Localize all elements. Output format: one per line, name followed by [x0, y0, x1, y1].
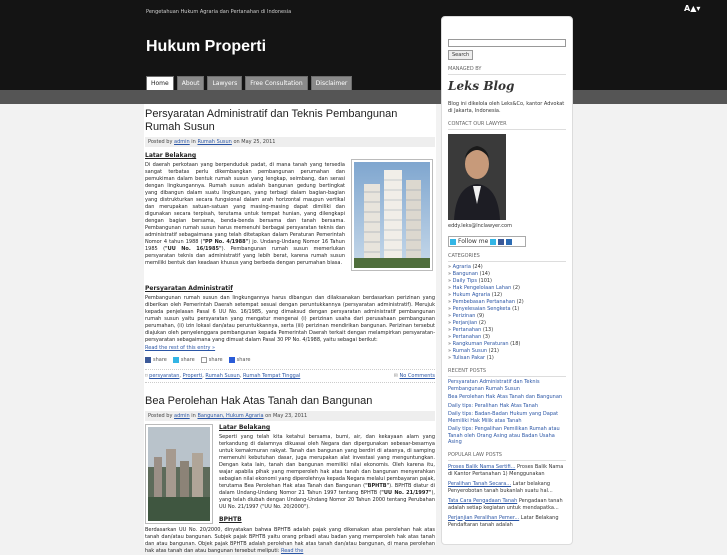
category-item[interactable]	[448, 285, 566, 292]
category-count: (13)	[482, 327, 494, 333]
meta-posted-label: Posted by	[148, 139, 173, 145]
category-link[interactable]: Hak Pengelolaan Lahan	[452, 285, 512, 291]
categories-heading: CATEGORIES	[448, 251, 566, 262]
popular-post-excerpt: Latar belakang Penyerobotan tanah bukanlah suatu hal...	[448, 480, 553, 494]
post-title[interactable]: Bea Perolehan Hak Atas Tanah dan Bangunan	[145, 395, 373, 407]
post-paragraph	[145, 162, 345, 267]
popular-posts-list	[442, 464, 572, 529]
twitter-icon	[173, 357, 179, 363]
building-image	[351, 159, 433, 271]
nav-bar-strip	[0, 90, 727, 104]
category-count: (21)	[488, 348, 499, 354]
category-item[interactable]	[448, 299, 566, 306]
category-count: (12)	[491, 292, 503, 298]
popular-post-link[interactable]: Peralihan Tanah Secara...	[448, 480, 512, 487]
brand-name: Leks Blog	[448, 79, 515, 93]
tag-list: ⌑ persyaratan, Properti, Rumah Susun, Rumah Tempat Tinggal	[145, 373, 301, 379]
read-more-link[interactable]: Read the	[280, 548, 304, 554]
popular-post-excerpt: Latar Belakang Pendaftaran tanah adalah	[448, 514, 559, 528]
para-text: Di daerah perkotaan yang berpenduduk padat, di mana tanah yang tersedia sangat terbatas perlu dikembangkan pembangunan perumahan dan pemukiman dalam bentuk rumah susun yang lengkap, seimbang, dan serasi dengan lingkungannya. Rumah susun adalah bangunan gedung bertingkat yang dibangun dalam suatu lingkungan, yang terbagi dalam bagian-bagian yang distrukturkan secara fungsional dalam arah horizontal maupun vertikal dan merupakan satuan-satuan yang masing-masing dapat dimiliki dan digunakan secara terpisah, terutama untuk tempat hunian, yang dilengkapi dengan bagian bersama, benda-benda bersama dan tanah bersama. Pembangunan rumah susun harus memenuhi berbagai persyaratan teknis dan administratif sebagaimana yang telah ditetapkan dalam Peraturan Pemerintah Nomor 4 tahun 1988 (	[145, 162, 345, 245]
twitter-share[interactable]	[173, 357, 195, 363]
search-form	[448, 39, 566, 47]
popular-post-excerpt: Proses Balik Nama di Kantor Pertanahan 1) Menggunakan	[448, 463, 564, 477]
nav-lawyers[interactable]: Lawyers	[207, 76, 242, 90]
apartment-tower-photo	[354, 162, 430, 268]
post-meta	[145, 137, 435, 147]
linkedin-icon[interactable]	[506, 239, 512, 245]
category-item[interactable]	[448, 334, 566, 341]
twitter-icon[interactable]	[490, 239, 496, 245]
facebook-share[interactable]	[145, 357, 167, 363]
comment-icon: ✉	[393, 373, 400, 379]
search-button[interactable]: Search	[448, 50, 473, 60]
managed-text: Blog ini dikelola oleh Leks&Co, kantor Advokat di Jakarta, Indonesia.	[448, 101, 565, 114]
category-link[interactable]: Rangkuman Peraturan	[452, 341, 509, 347]
category-item[interactable]	[448, 313, 566, 320]
share-label: share	[236, 357, 251, 363]
category-item[interactable]	[448, 327, 566, 334]
share-label: share	[153, 357, 167, 363]
follow-label: Follow me	[458, 238, 489, 245]
post-tags	[145, 369, 435, 383]
category-count: (101)	[478, 278, 493, 284]
category-count: (2)	[512, 285, 520, 291]
main-nav	[146, 76, 352, 90]
popular-post-link[interactable]: Tata Cara Pengadaan Tanah	[448, 497, 518, 504]
category-item[interactable]	[448, 320, 566, 327]
category-link[interactable]: Pertanahan	[452, 327, 482, 333]
para-bold: "PP No. 4/1988"	[202, 239, 249, 245]
tag-link[interactable]: Rumah Tempat Tinggal	[242, 373, 301, 379]
delicious-share[interactable]	[229, 357, 251, 363]
search-button-wrap	[448, 50, 566, 60]
category-item[interactable]	[448, 348, 566, 355]
category-link[interactable]: Pembebasan Pertanahan	[452, 299, 515, 305]
lawyer-photo[interactable]	[448, 134, 506, 220]
category-link[interactable]: Pertanahan	[452, 334, 482, 340]
post-2	[144, 391, 436, 555]
category-count: (2)	[516, 299, 524, 305]
site-title[interactable]: Hukum Properti	[146, 38, 267, 55]
para-text: ) jo. Undang-Undang Nomor 16 Tahun 1985 (	[145, 239, 346, 252]
category-link[interactable]: Agraria	[452, 264, 471, 270]
post-subheading: Latar Belakang	[219, 424, 271, 431]
category-item[interactable]	[448, 292, 566, 299]
category-link[interactable]: Bangunan	[452, 271, 479, 277]
site-header	[0, 0, 727, 90]
popular-post-excerpt: Pengadaan tanah adalah setiap kegiatan untuk mendapatka...	[448, 497, 563, 511]
post-paragraph	[219, 434, 435, 511]
meta-in-label: in	[191, 139, 196, 145]
share-label: share	[208, 357, 223, 363]
facebook-icon	[145, 357, 151, 363]
category-item[interactable]	[448, 264, 566, 271]
category-link[interactable]: Hukum Agraria	[452, 292, 491, 298]
post-body	[219, 424, 435, 523]
popular-post-link[interactable]: Proses Balik Nama Sertifi...	[448, 463, 516, 470]
category-link[interactable]: Daily Tips	[452, 278, 477, 284]
para-bold: "BPHTB"	[365, 483, 390, 489]
text-size-icon[interactable]: A▲▾	[684, 4, 701, 13]
popular-posts-heading: POPULAR LAW POSTS	[448, 450, 566, 461]
recent-posts-list	[442, 379, 572, 446]
post-meta	[145, 411, 435, 421]
share-row	[145, 357, 435, 363]
nav-disclaimer[interactable]: Disclaimer	[311, 76, 353, 90]
email-icon	[201, 357, 207, 363]
post-subheading: Latar Belakang	[145, 152, 197, 159]
tag-link[interactable]: persyaratan	[149, 373, 180, 379]
post-paragraph: Pembangunan rumah susun dan lingkungannya harus dibangun dan dilaksanakan berdasarkan perizinan yang diberikan oleh Pemerintah Daerah setempat sesuai dengan peruntukkannya (persyaratan administratif). Merujuk kepada penjelasan Pasal 6 UU No. 16/1985, yang dimaksud dengan persyaratan administratif pembangunan rumah susun yaitu persyaratan yang mengatur mengenai (i) perizinan usaha dari perusahaan pembangunan perumahan, (ii) izin lokasi dan/atau peruntukkannya, serta (iii) perizinan mendirikan bangunan. Perizinan tersebut diajukan oleh penyelenggara pembangunan kepada Pemerintah Daerah terkait dengan melampirkan persyaratan-persyaratan sebagaimana yang dimuat dalam Pasal 30 PP No. 4/1988, yaitu sebagai berikut:	[145, 295, 435, 343]
lawyer-portrait	[448, 134, 506, 220]
popular-post-item	[448, 498, 566, 512]
category-item[interactable]	[448, 278, 566, 285]
nav-free-consultation[interactable]: Free Consultation	[245, 76, 307, 90]
nav-home[interactable]: Home	[146, 76, 174, 90]
sidebar	[441, 16, 573, 545]
recent-post-link[interactable]: Daily tips: Pengalihan Pemilikan Rumah atau Tanah oleh Orang Asing atau Badan Usaha Asing	[448, 426, 560, 445]
category-count: (14)	[479, 271, 490, 277]
contact-heading: CONTACT OUR LAWYER	[448, 119, 566, 130]
share-label: share	[180, 357, 195, 363]
comments-link[interactable]: No Comments	[399, 373, 435, 379]
lawyer-email[interactable]: eddy.leks@lnclawyer.com	[448, 223, 512, 229]
para-bold: "UU No. 16/1985"	[165, 246, 222, 252]
category-link[interactable]: Tulisan Pakar	[452, 355, 486, 361]
tag-link[interactable]: Rumah Susun	[205, 373, 240, 379]
category-link[interactable]: Perizinan	[452, 313, 476, 319]
popular-post-item	[448, 464, 566, 478]
facebook-icon[interactable]	[498, 239, 504, 245]
post-subheading: Persyaratan Administratif	[145, 285, 233, 292]
city-skyline-photo	[148, 427, 210, 521]
category-count: (18)	[510, 341, 521, 347]
para-bold: "UU No. 21/1997"	[381, 490, 432, 496]
recent-post-link[interactable]: Daily tips: Badan-Badan Hukum yang Dapat Memiliki Hak Milik atas Tanah	[448, 411, 559, 424]
delicious-icon	[229, 357, 235, 363]
search-input[interactable]	[448, 39, 566, 47]
meta-in-label: in	[191, 413, 196, 419]
main-content	[144, 104, 436, 554]
category-count: (24)	[472, 264, 483, 270]
recent-post-link[interactable]: Bea Perolehan Hak Atas Tanah dan Bangunan	[448, 394, 563, 400]
category-list	[448, 264, 566, 362]
author-link[interactable]: admin	[174, 413, 190, 419]
para-text: ). Pembangunan rumah susun memerlukan persyaratan teknis dan administratif yang lebih berat, karena rumah susun memiliki bentuk dan keadaan khusus yang berbeda dengan perumahan biasa.	[145, 246, 346, 266]
category-item[interactable]	[448, 271, 566, 278]
category-link[interactable]: Rumah Susun	[452, 348, 488, 354]
category-link[interactable]: Rumah Susun	[197, 139, 232, 145]
managed-by-heading: MANAGED BY	[448, 64, 566, 75]
para-text: Seperti yang telah kita ketahui bersama, bumi, air, dan kekayaan alam yang terkandung di dalamnya dikuasai oleh Negara dan dipergunakan sebesar-besarnya untuk kemakmuran rakyat. Tanah dan bangunan yang berdiri di atasnya, di samping memenuhi kebutuhan dasar, juga merupakan alat investasi yang menguntungkan. Dengan kata lain, tanah dan bangunan memiliki nilai ekonomis. Oleh karena itu, wajar apabila pihak yang memperoleh hak atas tanah dan bangunan menyerahkan sebagian nilai ekonomi yang diperolehnya kepada Negara melalui pembayaran pajak, terutama Bea Perolehan Hak atas Tanah dan Bangunan (	[219, 434, 435, 489]
post-date: on May 23, 2011	[265, 413, 308, 419]
post-title[interactable]: Persyaratan Administratif dan Teknis Pembangunan Rumah Susun	[145, 108, 398, 133]
category-count: (1)	[512, 306, 520, 312]
meta-posted-label: Posted by	[148, 413, 173, 419]
popular-post-item	[448, 515, 566, 529]
recent-posts-heading: RECENT POSTS	[448, 366, 566, 377]
category-item[interactable]	[448, 355, 566, 362]
recent-post-link[interactable]: Daily tips: Peralihan Hak Atas Tanah	[448, 402, 538, 409]
author-link[interactable]: admin	[174, 139, 190, 145]
category-count: (9)	[477, 313, 485, 319]
category-item[interactable]	[448, 306, 566, 313]
category-link[interactable]: Perjanjian	[452, 320, 478, 326]
category-count: (3)	[482, 334, 490, 340]
category-link[interactable]: Penyelesaian Sengketa	[452, 306, 511, 312]
category-link[interactable]: Bangunan, Hukum Agraria	[197, 413, 264, 419]
read-more-link[interactable]: Read the rest of this entry »	[145, 345, 216, 351]
follow-me-widget[interactable]	[448, 236, 526, 247]
post-paragraph	[145, 527, 435, 555]
email-share[interactable]	[201, 357, 223, 363]
popular-post-item	[448, 481, 566, 495]
post-date: on May 25, 2011	[233, 139, 276, 145]
popular-post-link[interactable]: Perjanjian Peralihan Pemer...	[448, 514, 520, 521]
category-count: (2)	[478, 320, 486, 326]
para-text: ). BPHTB diatur di dalam Undang-Undang Nomor 21 Tahun 1997 tentang BPHTB (	[219, 483, 435, 496]
city-image	[145, 424, 213, 524]
nav-about[interactable]: About	[177, 76, 205, 90]
tag-link[interactable]: Properti	[182, 373, 203, 379]
category-item[interactable]	[448, 341, 566, 348]
post-subheading: BPHTB	[219, 516, 242, 523]
leks-blog-logo[interactable]	[448, 79, 566, 93]
category-count: (1)	[486, 355, 494, 361]
comments-link-wrap	[394, 373, 435, 379]
tag-icon: ⌑	[145, 373, 150, 379]
post-1	[144, 104, 436, 383]
site-tagline: Pengetahuan Hukum Agraria dan Pertanahan di Indonesia	[146, 9, 292, 15]
twitter-icon	[450, 239, 456, 245]
recent-post-link[interactable]: Persyaratan Administratif dan Teknis Pembangunan Rumah Susun	[448, 379, 540, 392]
para-text: ), yang telah diubah dengan Undang-Undang Nomor 20 Tahun 2000 tentang Perubahan UU No. 21/1997 ("UU No. 20/2000").	[219, 490, 436, 510]
para-text: Berdasarkan UU No. 20/2000, dinyatakan bahwa BPHTB adalah pajak yang dikenakan atas perolehan hak atas tanah dan/atau bangunan. Subjek pajak BPHTB yaitu orang pribadi atau badan yang memperoleh hak atas tanah dan atau bangunan. Objek pajak BPHTB adalah perolehan hak atas tanah dan/atau bangunan, di mana perolehan hak atas tanah dan atau bangunan tersebut meliputi:	[145, 527, 435, 554]
